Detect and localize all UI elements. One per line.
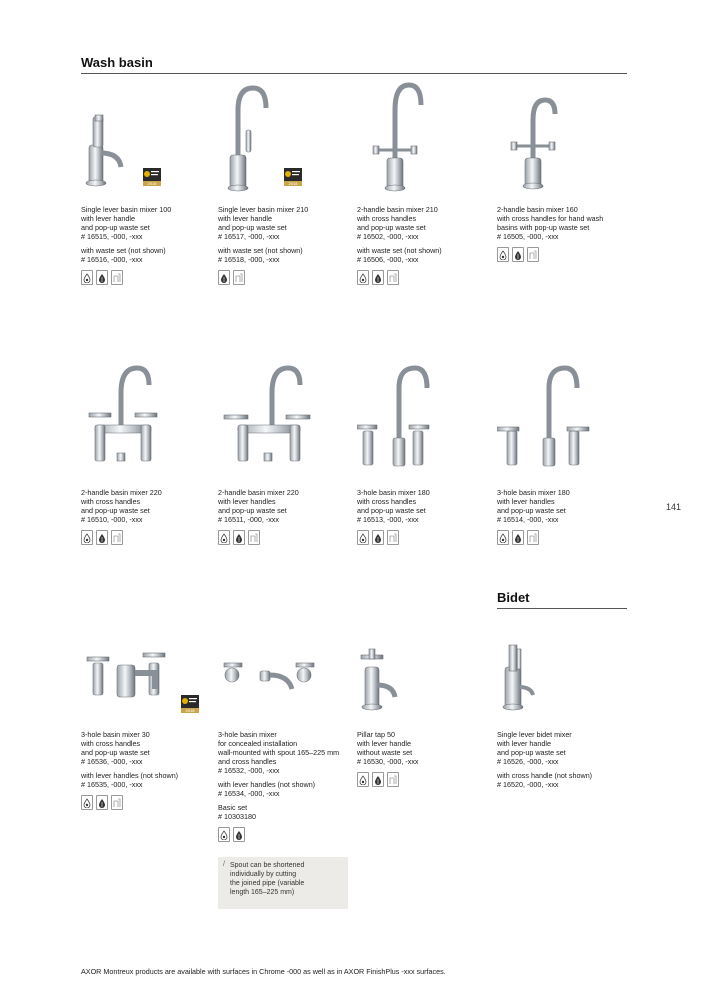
- basin-height-icon: [233, 270, 245, 285]
- eco-drop-icon: [218, 270, 230, 285]
- product-description: [81, 488, 211, 524]
- water-saving-icon: [81, 530, 93, 545]
- product-text-line: with lever handles (not shown): [81, 771, 179, 780]
- award-year: 2018: [147, 181, 157, 186]
- product-card: [81, 605, 211, 810]
- product-text-line: and pop-up waste set: [357, 506, 426, 515]
- product-text-line: # 16526, -000, -xxx: [497, 757, 559, 766]
- feature-icons: [218, 827, 348, 842]
- product-description: [218, 730, 348, 821]
- faucet-image: [357, 605, 487, 730]
- product-text-line: and pop-up waste set: [218, 506, 287, 515]
- basin-height-icon: [248, 530, 260, 545]
- basin-height-icon: [387, 772, 399, 787]
- product-text-line: with lever handles (not shown): [218, 780, 316, 789]
- faucet-image: [218, 605, 348, 730]
- product-text-line: # 16517, -000, -xxx: [218, 232, 280, 241]
- product-text-line: and pop-up waste set: [218, 223, 287, 232]
- product-text-line: # 16505, -000, -xxx: [497, 232, 559, 241]
- water-saving-icon: [497, 247, 509, 262]
- product-text-line: with cross handles: [357, 214, 417, 223]
- basin-height-icon: [527, 530, 539, 545]
- product-text-line: # 16536, -000, -xxx: [81, 757, 143, 766]
- note-line: the joined pipe (variable: [230, 880, 305, 887]
- note-box: [218, 857, 348, 909]
- eco-drop-icon: [233, 827, 245, 842]
- product-text-line: # 10303180: [218, 812, 256, 821]
- product-text-line: Pillar tap 50: [357, 730, 395, 739]
- product-card: [218, 363, 348, 545]
- note-line: Spout can be shortened: [230, 862, 305, 869]
- product-card: [357, 80, 487, 285]
- faucet-image: [497, 605, 627, 730]
- product-text-line: and pop-up waste set: [81, 506, 150, 515]
- product-text-line: 3-hole basin mixer: [218, 730, 277, 739]
- product-text-line: and cross handles: [218, 757, 277, 766]
- product-text-line: with lever handles: [497, 497, 555, 506]
- award-year: 2018: [185, 708, 195, 713]
- water-saving-icon: [497, 530, 509, 545]
- product-text-line: # 16530, -000, -xxx: [357, 757, 419, 766]
- eco-drop-icon: [512, 530, 524, 545]
- eco-drop-icon: [96, 795, 108, 810]
- note-text: [230, 861, 304, 897]
- product-text-line: # 16535, -000, -xxx: [81, 780, 143, 789]
- product-text-line: wall-mounted with spout 165–225 mm: [218, 748, 340, 757]
- product-text-line: Single lever bidet mixer: [497, 730, 572, 739]
- product-text-line: with lever handle: [357, 739, 411, 748]
- basin-height-icon: [387, 530, 399, 545]
- product-text-line: with lever handle: [218, 214, 272, 223]
- product-text-line: basins with pop-up waste set: [497, 223, 590, 232]
- section-title-bidet: Bidet: [497, 590, 530, 605]
- water-saving-icon: [218, 827, 230, 842]
- product-text-line: 3-hole basin mixer 180: [357, 488, 430, 497]
- product-text-line: with cross handles for hand wash: [497, 214, 604, 223]
- feature-icons: [218, 270, 348, 285]
- faucet-image: [357, 80, 487, 205]
- product-description: [218, 488, 348, 524]
- faucet-image: [357, 363, 487, 488]
- feature-icons: [357, 270, 487, 285]
- section-rule: [81, 73, 627, 74]
- product-text-line: with cross handle (not shown): [497, 771, 593, 780]
- product-text-line: 3-hole basin mixer 180: [497, 488, 570, 497]
- eco-drop-icon: [233, 530, 245, 545]
- product-text-line: with waste set (not shown): [357, 246, 442, 255]
- feature-icons: [357, 530, 487, 545]
- product-description: [357, 730, 487, 766]
- product-text-line: 3-hole basin mixer 30: [81, 730, 150, 739]
- product-text-line: # 16514, -000, -xxx: [497, 515, 559, 524]
- product-text-line: and pop-up waste set: [81, 223, 150, 232]
- product-text-line: Basic set: [218, 803, 248, 812]
- section-title-wash-basin: Wash basin: [81, 55, 153, 70]
- product-card: [81, 363, 211, 545]
- faucet-image: [81, 605, 211, 730]
- product-text-line: with waste set (not shown): [218, 246, 303, 255]
- footer-note: AXOR Montreux products are available with surfaces in Chrome -000 as well as in AXOR FinishPlus -xxx surfaces.: [81, 967, 446, 976]
- product-text-line: # 16516, -000, -xxx: [81, 255, 143, 264]
- product-text-line: # 16518, -000, -xxx: [218, 255, 280, 264]
- product-text-line: and pop-up waste set: [81, 748, 150, 757]
- product-text-line: # 16513, -000, -xxx: [357, 515, 419, 524]
- product-card: [357, 605, 487, 787]
- note-line: individually by cutting: [230, 871, 297, 878]
- basin-height-icon: [527, 247, 539, 262]
- note-line: length 165–225 mm): [230, 889, 295, 896]
- eco-drop-icon: [96, 530, 108, 545]
- eco-drop-icon: [512, 247, 524, 262]
- design-award-badge: [181, 695, 199, 713]
- product-description: [218, 205, 348, 264]
- product-card: [497, 605, 627, 789]
- basin-height-icon: [387, 270, 399, 285]
- product-text-line: # 16515, -000, -xxx: [81, 232, 143, 241]
- note-slash: /: [223, 861, 225, 868]
- product-text-line: and pop-up waste set: [497, 506, 566, 515]
- product-text-line: without waste set: [357, 748, 413, 757]
- faucet-image: [218, 363, 348, 488]
- eco-drop-icon: [372, 772, 384, 787]
- faucet-image: [81, 363, 211, 488]
- product-text-line: 2-handle basin mixer 220: [81, 488, 162, 497]
- product-card: [497, 80, 627, 262]
- product-text-line: # 16506, -000, -xxx: [357, 255, 419, 264]
- feature-icons: [218, 530, 348, 545]
- product-text-line: # 16534, -000, -xxx: [218, 789, 280, 798]
- feature-icons: [81, 530, 211, 545]
- water-saving-icon: [81, 270, 93, 285]
- product-text-line: 2-handle basin mixer 160: [497, 205, 578, 214]
- product-card: [497, 363, 627, 545]
- basin-height-icon: [111, 270, 123, 285]
- water-saving-icon: [357, 772, 369, 787]
- page-number: 141: [666, 502, 682, 512]
- product-text-line: and pop-up waste set: [357, 223, 426, 232]
- water-saving-icon: [357, 530, 369, 545]
- product-text-line: with lever handle: [81, 214, 135, 223]
- design-award-badge: [284, 168, 302, 186]
- feature-icons: [497, 530, 627, 545]
- product-text-line: # 16510, -000, -xxx: [81, 515, 143, 524]
- eco-drop-icon: [372, 530, 384, 545]
- product-text-line: with cross handles: [357, 497, 417, 506]
- product-text-line: for concealed installation: [218, 739, 298, 748]
- product-text-line: with waste set (not shown): [81, 246, 166, 255]
- product-description: [497, 488, 627, 524]
- product-text-line: 2-handle basin mixer 210: [357, 205, 438, 214]
- product-description: [81, 205, 211, 264]
- product-description: [497, 205, 627, 241]
- faucet-image: [81, 80, 211, 205]
- design-award-badge: [143, 168, 161, 186]
- eco-drop-icon: [96, 270, 108, 285]
- faucet-image: [497, 363, 627, 488]
- product-text-line: with lever handle: [497, 739, 551, 748]
- water-saving-icon: [357, 270, 369, 285]
- eco-drop-icon: [372, 270, 384, 285]
- basin-height-icon: [111, 795, 123, 810]
- feature-icons: [81, 795, 211, 810]
- product-description: [357, 488, 487, 524]
- product-description: [357, 205, 487, 264]
- water-saving-icon: [81, 795, 93, 810]
- product-text-line: with cross handles: [81, 497, 141, 506]
- water-saving-icon: [218, 530, 230, 545]
- feature-icons: [497, 247, 627, 262]
- product-text-line: with cross handles: [81, 739, 141, 748]
- product-card: [218, 605, 348, 842]
- product-description: [497, 730, 627, 789]
- basin-height-icon: [111, 530, 123, 545]
- product-text-line: Single lever basin mixer 210: [218, 205, 309, 214]
- product-description: [81, 730, 211, 789]
- faucet-image: [497, 80, 627, 205]
- faucet-image: [218, 80, 348, 205]
- feature-icons: [81, 270, 211, 285]
- product-text-line: # 16511, -000, -xxx: [218, 515, 279, 524]
- product-text-line: # 16520, -000, -xxx: [497, 780, 559, 789]
- product-text-line: Single lever basin mixer 100: [81, 205, 172, 214]
- product-text-line: # 16502, -000, -xxx: [357, 232, 419, 241]
- product-text-line: with lever handles: [218, 497, 276, 506]
- product-text-line: # 16532, -000, -xxx: [218, 766, 280, 775]
- product-text-line: and pop-up waste set: [497, 748, 566, 757]
- award-year: 2018: [288, 181, 298, 186]
- product-card: [81, 80, 211, 285]
- product-text-line: 2-handle basin mixer 220: [218, 488, 299, 497]
- product-card: [218, 80, 348, 285]
- product-card: [357, 363, 487, 545]
- feature-icons: [357, 772, 487, 787]
